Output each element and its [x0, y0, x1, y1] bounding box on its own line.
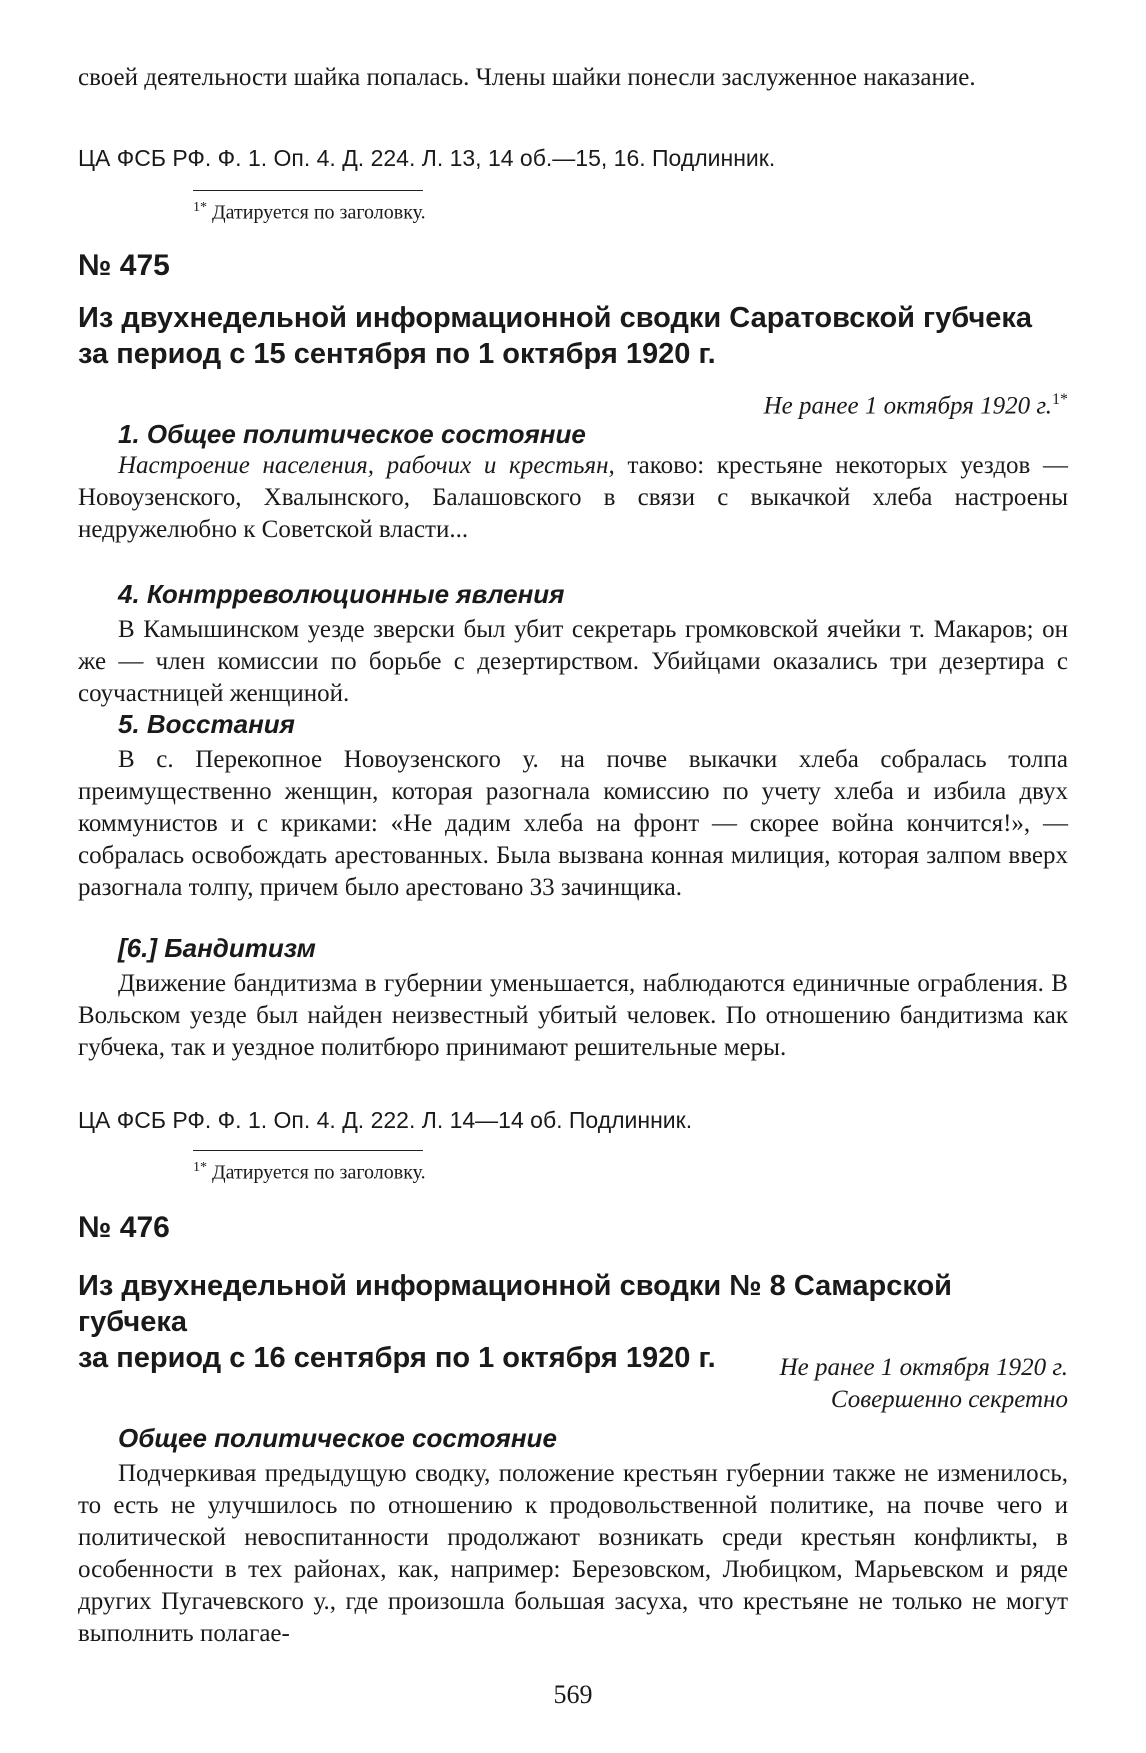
- doc476-title-line2: за период с 16 сентября по 1 октября 1920 г.: [78, 1342, 716, 1374]
- doc475-number-block: [78, 248, 1068, 284]
- sec6-text: Движение бандитизма в губернии уменьшается, наблюдаются единичные ограбления. В Вольском уезде был найден неизвестный убитый человек. По отношению бандитизма как губчека, так и уездное политбюро принимают решительные меры.: [78, 970, 1068, 1061]
- doc475-date-block: [78, 384, 1068, 422]
- sec1-lead: Настроение населения, рабочих и крестьян,: [118, 452, 615, 479]
- sec5-title: 5. Восстания: [118, 709, 295, 739]
- doc476-section: [78, 1422, 1068, 1650]
- archive-source: ЦА ФСБ РФ. Ф. 1. Оп. 4. Д. 224. Л. 13, 14 об.—15, 16. Подлинник.: [78, 145, 776, 171]
- doc475-title-line2: за период с 15 сентября по 1 октября 1920 г.: [78, 338, 716, 370]
- footnote-rule: [193, 190, 423, 191]
- doc476-date: Не ранее 1 октября 1920 г.: [779, 1354, 1068, 1381]
- doc475-footnote: [78, 1150, 1068, 1186]
- doc476-title-line1: Из двухнедельной информационной сводки № 8 Самарской губчека: [78, 1270, 952, 1338]
- doc475-date-mark: 1*: [1052, 391, 1068, 408]
- footnote: [78, 1155, 1068, 1186]
- footnote-rule: [193, 1150, 423, 1151]
- doc475-sec1: [78, 418, 1068, 546]
- doc475-source-block: [78, 1104, 1068, 1136]
- sec1-text: [78, 450, 1068, 546]
- sec4-title: 4. Контрреволюционные явления: [118, 579, 565, 609]
- doc475-sec5: [78, 708, 1068, 904]
- sec1-body: таково: крестьяне некоторых уездов — Новоузенского, Хвалынского, Балашовского в связи с выкачкой хлеба настроены недружелюбно к Советской власти...: [78, 452, 1068, 543]
- footnote-mark: 1*: [193, 200, 207, 215]
- doc475-sec6: [78, 932, 1068, 1064]
- doc476-text: Подчеркивая предыдущую сводку, положение крестьян губернии также не изменилось, то есть не улучшилось по отношению к продовольственной политике, на почве чего и политической невоспитанности продолжают возникать среди крестьян конфликты, в особенности в тех районах, как, например: Березовском, Любицком, Марьевском и ряде других Пугачевского у., где произошла большая засуха, что крестьяне не только не могут выполнить полагае-: [78, 1460, 1068, 1647]
- footnote-text: Датируется по заголовку.: [212, 1161, 426, 1184]
- footnote: [78, 195, 1068, 226]
- doc476-number: № 476: [78, 1211, 170, 1244]
- doc474-source-block: [78, 142, 1068, 174]
- top-paragraph: [78, 62, 1068, 94]
- sec1-title: 1. Общее политическое состояние: [118, 419, 586, 449]
- sec6-title: [6.] Бандитизм: [118, 933, 316, 963]
- sec4-text: В Камышинском уезде зверски был убит секретарь громковской ячейки т. Макаров; он же — член комиссии по борьбе с дезертирством. Убийцами оказались три дезертира с соучастницей женщиной.: [78, 616, 1068, 707]
- doc475-date: [78, 384, 1068, 422]
- sec5-text: В с. Перекопное Новоузенского у. на почве выкачки хлеба собралась толпа преимущественно женщин, которая разогнала комиссию по учету хлеба и избила двух коммунистов и с криками: «Не дадим хлеба на фронт — скорее война кончится!», — собралась освобождать арестованных. Была вызвана конная милиция, которая залпом вверх разогнала толпу, причем было арестовано 33 зачинщика.: [78, 746, 1068, 901]
- doc476-number-block: [78, 1210, 1068, 1246]
- continuation-text: своей деятельности шайка попалась. Члены шайки понесли заслуженное наказание.: [78, 64, 976, 91]
- doc476-classification: Совершенно секретно: [830, 1386, 1068, 1413]
- footnote-mark: 1*: [193, 1160, 207, 1175]
- doc475-title-block: [78, 300, 1068, 372]
- doc476-date-block: [78, 1352, 1068, 1416]
- doc475-number: № 475: [78, 249, 170, 282]
- archive-source: ЦА ФСБ РФ. Ф. 1. Оп. 4. Д. 222. Л. 14—14 об. Подлинник.: [78, 1107, 693, 1133]
- doc475-date-text: Не ранее 1 октября 1920 г.: [763, 392, 1052, 420]
- doc476-sec-title: Общее политическое состояние: [118, 1423, 557, 1453]
- footnote-text: Датируется по заголовку.: [212, 201, 426, 224]
- doc474-footnote: [78, 190, 1068, 226]
- doc475-sec4: [78, 578, 1068, 710]
- doc475-title-line1: Из двухнедельной информационной сводки Саратовской губчека: [78, 302, 1033, 334]
- page-number: 569: [553, 1680, 593, 1709]
